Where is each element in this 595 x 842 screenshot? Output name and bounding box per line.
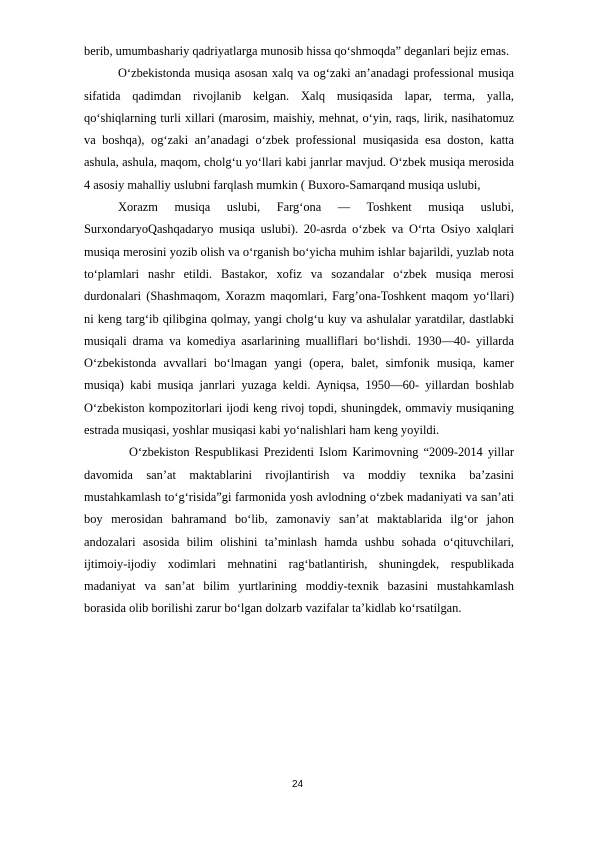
paragraph-music-styles: Xorazm musiqa uslubi, Farg‘ona — Toshkent musiqa uslubi, SurxondaryoQashqadaryo musiqa uslubi). 20-asrda o‘zbek va O‘rta Osiyo xalqlari musiqa merosini yozib olish va o‘rganish bo‘yicha muhim ishlar bajarildi, yuzlab nota to‘plamlari nashr etildi. Bastakor, xofiz va sozandalar o‘zbek musiqa merosi durdonalari (Shashmaqom, Xorazm maqomlari, Farg’ona-Toshkent maqom yo‘llari) ni keng targ‘ib qilibgina qolmay, yangi cholg‘u kuy va ashulalar yaratdilar, dastlabki musiqali drama va komediya asarlarining mualliflari bo‘lishdi. 1930—40- yillarda O‘zbekistonda avvallari bo‘lmagan yangi (opera, balet, simfonik musiqa, kamer musiqa) kabi musiqa janrlari yuzaga keldi. Ayniqsa, 1950—60- yillardan boshlab O‘zbekiston kompozitorlari ijodi keng rivoj topdi, shuningdek, ommaviy musiqaning estrada musiqasi, yoshlar musiqasi kabi yo‘nalishlari ham keng yoyildi. bbox=[84, 200, 514, 438]
paragraph-presidential-decree: O‘zbekiston Respublikasi Prezidenti Islom Karimovning “2009-2014 yillar davomida san’at maktablarini rivojlantirish va moddiy texnika ba’zasini mustahkamlash to‘g‘risida”gi farmonida yosh avlodning o‘zbek madaniyati va san’ati boy merosidan bahramand bo‘lib, zamonaviy san’at maktablarida ilg‘or jahon andozalari asosida bilim olishini ta’minlash hamda ushbu sohada o‘qituvchilari, ijtimoiy-ijodiy xodimlari mehnatini rag‘batlantirish, shuningdek, respublikada madaniyat va san’at bilim yurtlarining moddiy-texnik bazasini mustahkamlash borasida olib borilishi zarur bo‘lgan dolzarb vazifalar ta’kidlab ko‘rsatilgan. bbox=[84, 445, 514, 616]
page-number: 24 bbox=[291, 779, 304, 790]
document-body bbox=[84, 40, 514, 620]
paragraph-music-history: O‘zbekistonda musiqa asosan xalq va og‘zaki an’anadagi professional musiqa sifatida qadimdan rivojlanib kelgan. Xalq musiqasida lapar, terma, yalla, qo‘shiqlarning turli xillari (marosim, maishiy, mehnat, o‘yin, raqs, lirik, nasihatomuz va boshqa), og‘zaki an’anadagi o‘zbek professional musiqasida esa doston, katta ashula, ashula, maqom, cholg‘u yo‘llari kabi janrlar mavjud. O‘zbek musiqa merosida 4 asosiy mahalliy uslubni farqlash mumkin ( Buxoro-Samarqand musiqa uslubi, bbox=[84, 66, 514, 192]
paragraph-continuation: berib, umumbashariy qadriyatlarga munosib hissa qo‘shmoqda” deganlari bejiz emas. bbox=[84, 44, 510, 58]
